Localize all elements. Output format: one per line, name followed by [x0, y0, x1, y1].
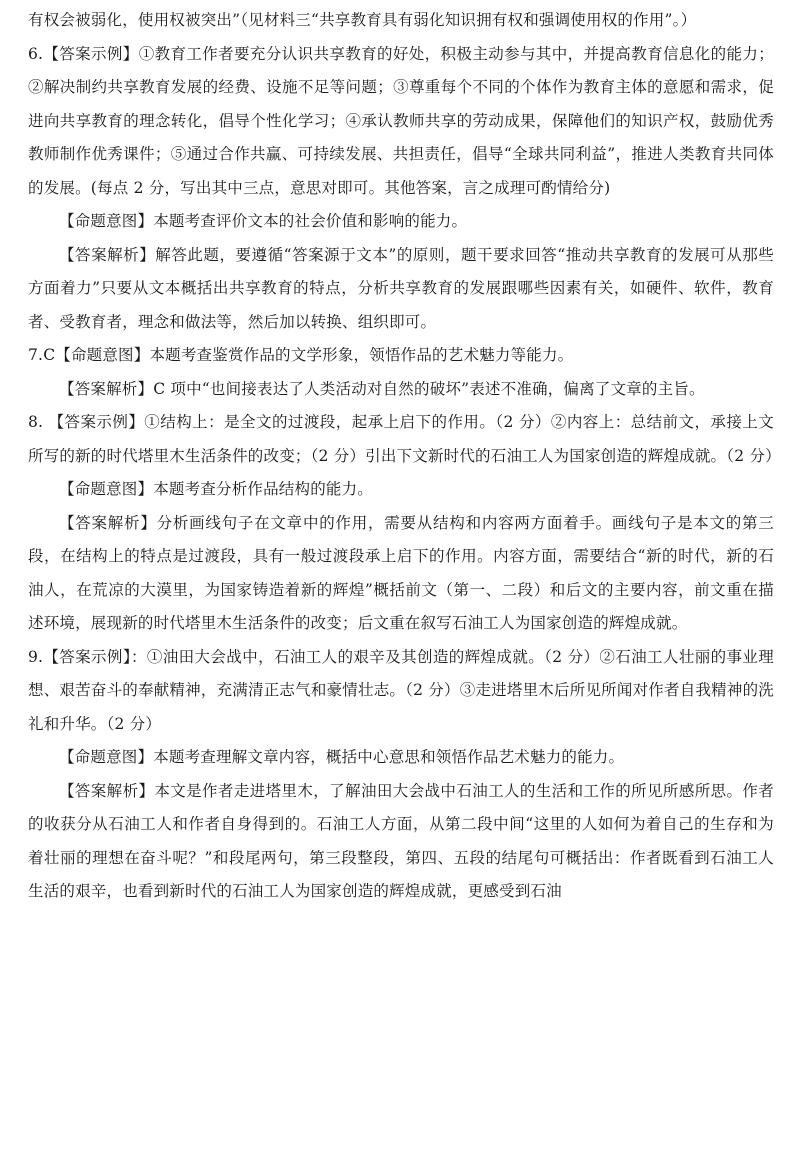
- paragraph-q7-intent: 7.C【命题意图】本题考查鉴赏作品的文学形象，领悟作品的艺术魅力等能力。: [28, 346, 574, 364]
- paragraph-material-three-continuation: 有权会被弱化，使用权被突出”（见材料三“共享教育具有弱化知识拥有权和强调使用权的作用”。）: [28, 11, 697, 29]
- paragraph-q8-answer-example: 8. 【答案示例】①结构上：是全文的过渡段，起承上启下的作用。（2 分）②内容上：总结前文，承接上文所写的新的时代塔里木生活条件的改变；（2 分）引出下文新时代的石油工人为国家创造的辉煌成就。（2 分）: [28, 413, 781, 465]
- paragraph-q6-answer-example: 6.【答案示例】①教育工作者要充分认识共享教育的好处，积极主动参与其中，并提高教育信息化的能力；②解决制约共享教育发展的经费、设施不足等问题；③尊重每个不同的个体作为教育主体的意愿和需求，促进向共享教育的理念转化，倡导个性化学习；④承认教师共享的劳动成果，保障他们的知识产权，鼓励优秀教师制作优秀课件；⑤通过合作共赢、可持续发展、共担责任，倡导“全球共同利益”，推进人类教育共同体的发展。(每点 2 分，写出其中三点，意思对即可。其他答案，言之成理可酌情给分): [28, 44, 774, 197]
- paragraph-q6-intent: 【命题意图】本题考查评价文本的社会价值和影响的能力。: [59, 212, 468, 230]
- paragraph-q7-analysis: 【答案解析】C 项中“也间接表达了人类活动对自然的破坏”表述不准确，偏离了文章的主旨。: [59, 379, 705, 398]
- paragraph-q6-analysis: 【答案解析】解答此题，要遵循“答案源于文本”的原则，题干要求回答“推动共享教育的发展可从那些方面着力”只要从文本概括出共享教育的特点，分析共享教育的发展跟哪些因素有关，如硬件、软件，教育者、受教育者，理念和做法等，然后加以转换、组织即可。: [28, 245, 774, 331]
- paragraph-q9-analysis: 【答案解析】本文是作者走进塔里木，了解油田大会战中石油工人的生活和工作的所见所感所思。作者的收获分从石油工人和作者自身得到的。石油工人方面，从第二段中间“这里的人如何为着自己的生存和为着壮丽的理想在奋斗呢？”和段尾两句，第三段整段，第四、五段的结尾句可概括出：作者既看到石油工人生活的艰辛，也看到新时代的石油工人为国家创造的辉煌成就，更感受到石油: [28, 781, 774, 900]
- paragraph-q8-intent: 【命题意图】本题考查分析作品结构的能力。: [59, 480, 374, 498]
- paragraph-q9-answer-example: 9.【答案示例】：①油田大会战中，石油工人的艰辛及其创造的辉煌成就。（2 分）②石油工人壮丽的事业理想、艰苦奋斗的奉献精神，充满清正志气和豪情壮志。（2 分）③走进塔里木后所见所闻对作者自我精神的洗礼和升华。（2 分）: [28, 647, 774, 733]
- paragraph-q8-analysis: 【答案解析】分析画线句子在文章中的作用，需要从结构和内容两方面着手。画线句子是本文的第三段，在结构上的特点是过渡段，具有一般过渡段承上启下的作用。内容方面，需要结合“新的时代，新的石油人，在荒凉的大漠里，为国家铸造着新的辉煌”概括前文（第一、二段）和后文的主要内容，前文重在描述环境，展现新的时代塔里木生活条件的改变；后文重在叙写石油工人为国家创造的辉煌成就。: [28, 513, 774, 632]
- paragraph-q9-intent: 【命题意图】本题考查理解文章内容，概括中心意思和领悟作品艺术魅力的能力。: [59, 748, 625, 766]
